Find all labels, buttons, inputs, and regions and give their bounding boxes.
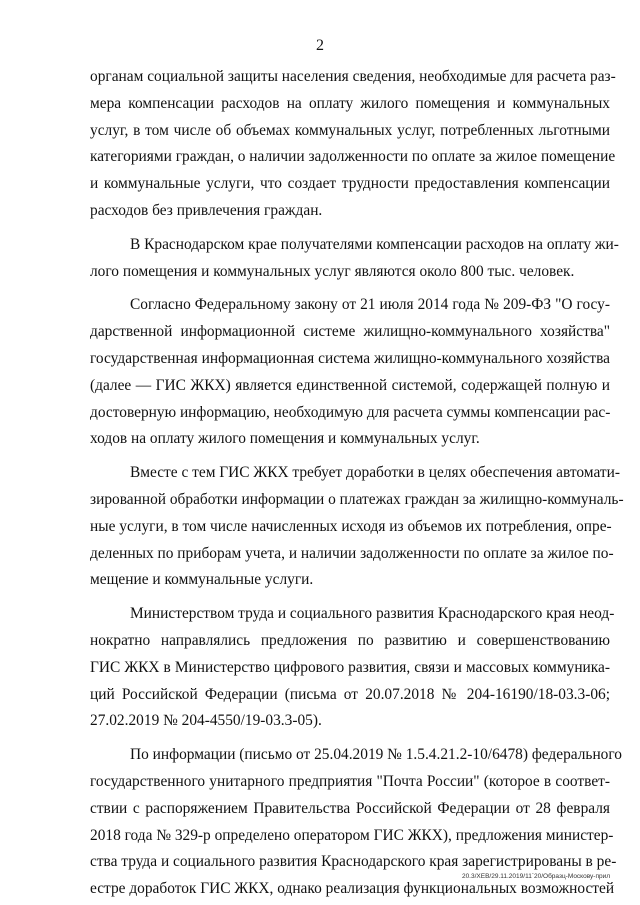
text-line: ствии с распоряжением Правительства Российской Федерации от 28 февраля xyxy=(90,799,610,817)
text-line: ные услуги, в том числе начисленных исходя из объемов их потребления, опре- xyxy=(90,517,612,535)
text-line: ГИС ЖКХ в Министерство цифрового развития, связи и массовых коммуника- xyxy=(90,658,610,676)
text-line: По информации (письмо от 25.04.2019 № 1.5.4.21.2-10/6478) федерального xyxy=(130,746,623,764)
text-line: органам социальной защиты населения сведения, необходимые для расчета раз- xyxy=(90,68,616,85)
paragraph xyxy=(90,64,616,225)
text-line: зированной обработки информации о платежах граждан за жилищно-коммуналь- xyxy=(90,490,624,508)
text-line: дарственной информационной системе жилищно-коммунального хозяйства" xyxy=(90,323,610,341)
paragraph xyxy=(90,232,619,286)
text-line: лого помещения и коммунальных услуг являются около 800 тыс. человек. xyxy=(90,262,575,280)
paragraph xyxy=(90,292,610,453)
text-line: нократно направлялись предложения по развитию и совершенствованию xyxy=(90,631,610,649)
paragraph xyxy=(90,601,615,735)
text-line: категориями граждан, о наличии задолженности по оплате за жилое помещение xyxy=(90,148,616,166)
text-line: деленных по приборам учета, и наличии задолженности по оплате за жилое по- xyxy=(90,544,614,562)
text-line: мещение и коммунальные услуги. xyxy=(90,571,314,589)
text-line: естре доработок ГИС ЖКХ, однако реализация функциональных возможностей xyxy=(90,880,615,898)
text-line: услуг, в том числе об объемах коммунальных услуг, потребленных льготными xyxy=(90,121,610,139)
text-line: расходов без привлечения граждан. xyxy=(90,201,323,219)
text-line: ства труда и социального развития Краснодарского края зарегистрированы в ре- xyxy=(90,853,617,871)
footer-reference: 20.3/ХЕВ/29.11.2019/11`20/Образц-Москову-прил xyxy=(461,873,610,880)
text-line: государственного унитарного предприятия "Почта России" (которое в соответ- xyxy=(90,772,610,790)
text-line: Министерством труда и социального развития Краснодарского края неод- xyxy=(130,605,615,623)
text-line: Согласно Федеральному закону от 21 июля 2014 года № 209-ФЗ "О госу- xyxy=(130,296,610,314)
text-line: достоверную информацию, необходимую для расчета суммы компенсации рас- xyxy=(90,403,611,421)
text-line: мера компенсации расходов на оплату жилого помещения и коммунальных xyxy=(90,94,610,112)
text-line: и коммунальные услуги, что создает трудности предоставления компенсации xyxy=(90,175,610,193)
text-line: Вместе с тем ГИС ЖКХ требует доработки в целях обеспечения автомати- xyxy=(130,464,620,482)
text-line: (далее — ГИС ЖКХ) является единственной системой, содержащей полную и xyxy=(90,376,610,394)
text-line: ций Российской Федерации (письма от 20.07.2018 № 204-16190/18-03.3-06; xyxy=(90,685,610,703)
text-line: государственная информационная система жилищно-коммунального хозяйства xyxy=(90,349,610,367)
paragraph xyxy=(90,460,624,594)
document-body xyxy=(90,64,624,903)
text-line: 27.02.2019 № 204-4550/19-03.3-05). xyxy=(90,712,322,730)
text-line: ходов на оплату жилого помещения и коммунальных услуг. xyxy=(90,430,480,448)
page-number: 2 xyxy=(316,37,324,54)
text-line: В Краснодарском крае получателями компенсации расходов на оплату жи- xyxy=(130,235,619,253)
text-line: 2018 года № 329-р определено оператором ГИС ЖКХ), предложения министер- xyxy=(90,826,614,844)
